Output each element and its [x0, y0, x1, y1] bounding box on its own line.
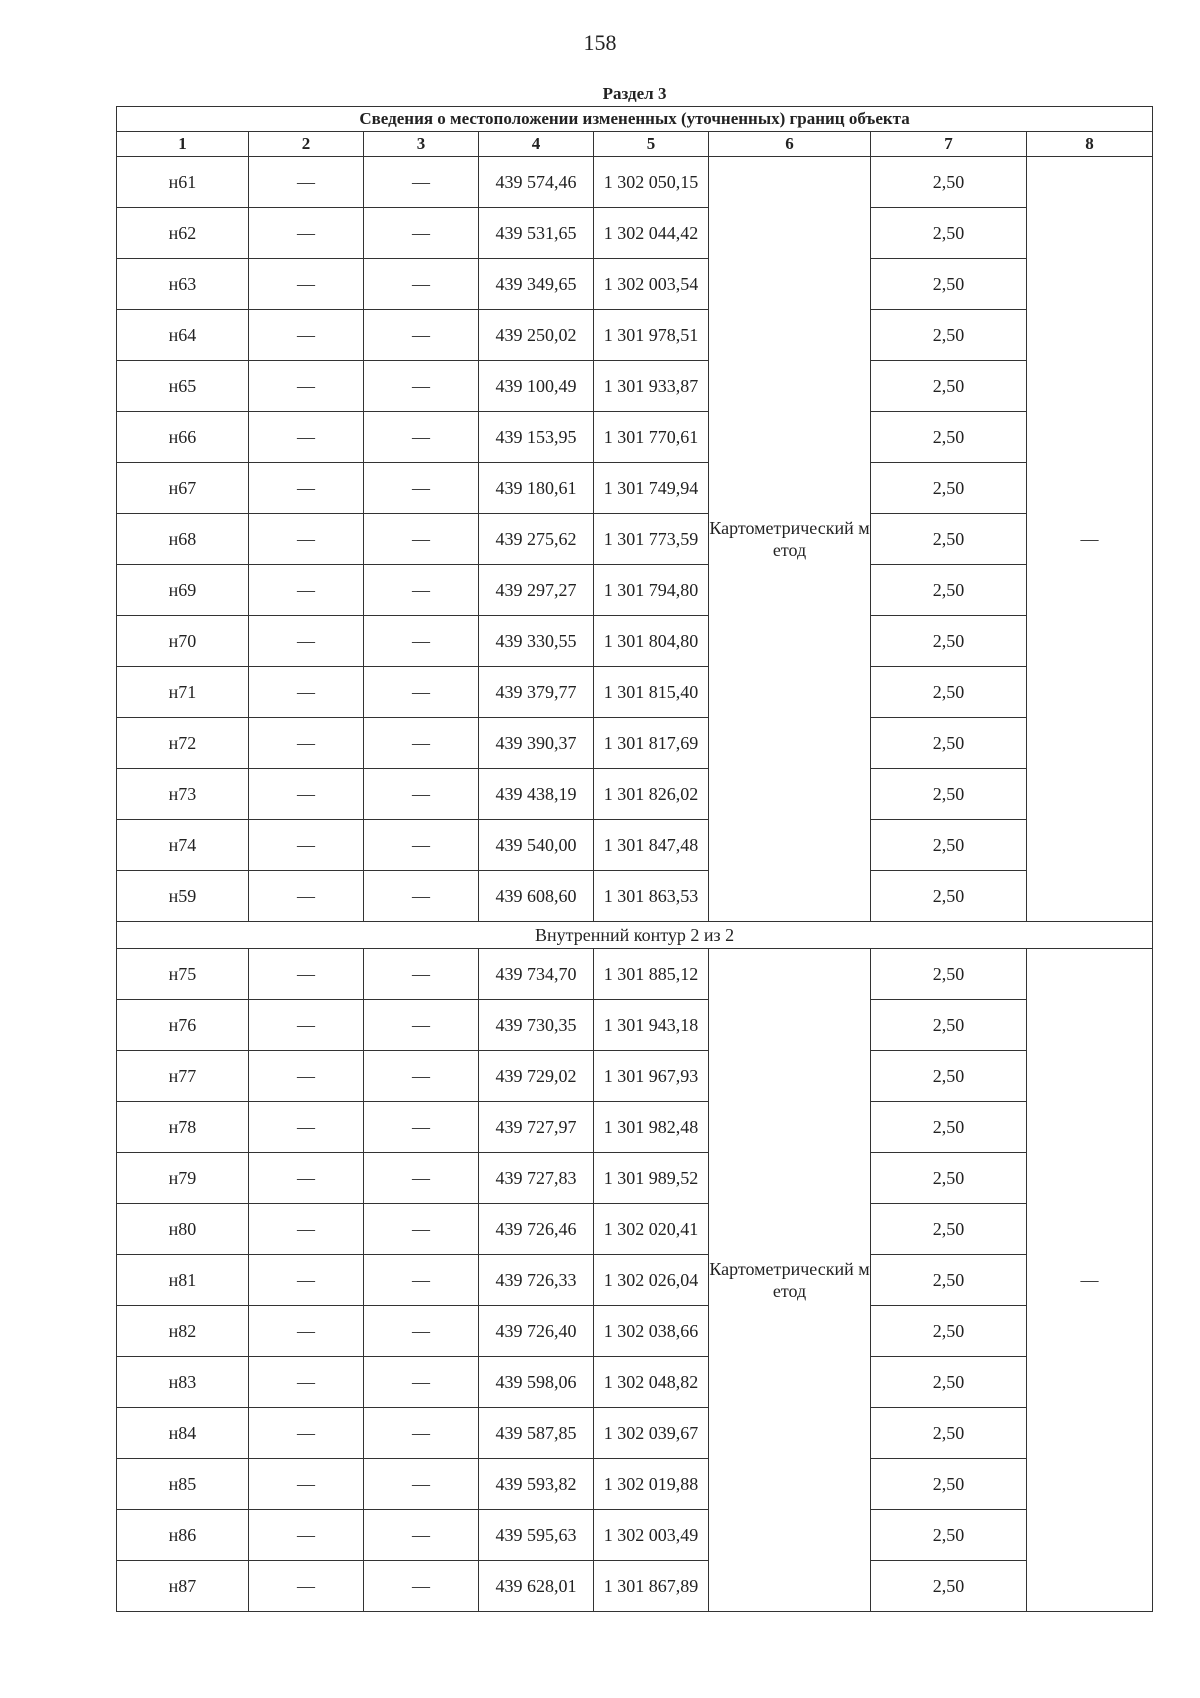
- y-coordinate-cell: 1 302 038,66: [594, 1306, 709, 1357]
- accuracy-cell: 2,50: [871, 310, 1027, 361]
- y-coordinate-cell: 1 301 885,12: [594, 949, 709, 1000]
- table-row: [117, 1051, 1153, 1102]
- contour-row: [117, 922, 1153, 949]
- column-3-cell: —: [364, 565, 479, 616]
- column-3-cell: —: [364, 208, 479, 259]
- x-coordinate-cell: 439 726,33: [479, 1255, 594, 1306]
- y-coordinate-cell: 1 301 826,02: [594, 769, 709, 820]
- table-row: [117, 412, 1153, 463]
- column-3-cell: —: [364, 1051, 479, 1102]
- accuracy-cell: 2,50: [871, 820, 1027, 871]
- method-cell: Картометрический метод: [709, 949, 871, 1612]
- column-number-8: 8: [1027, 132, 1153, 157]
- x-coordinate-cell: 439 438,19: [479, 769, 594, 820]
- y-coordinate-cell: 1 301 982,48: [594, 1102, 709, 1153]
- x-coordinate-cell: 439 349,65: [479, 259, 594, 310]
- y-coordinate-cell: 1 301 967,93: [594, 1051, 709, 1102]
- accuracy-cell: 2,50: [871, 871, 1027, 922]
- point-name-cell: н65: [117, 361, 249, 412]
- column-2-cell: —: [249, 412, 364, 463]
- y-coordinate-cell: 1 302 003,54: [594, 259, 709, 310]
- point-name-cell: н82: [117, 1306, 249, 1357]
- y-coordinate-cell: 1 301 943,18: [594, 1000, 709, 1051]
- column-3-cell: —: [364, 616, 479, 667]
- point-name-cell: н81: [117, 1255, 249, 1306]
- column-number-6: 6: [709, 132, 871, 157]
- y-coordinate-cell: 1 301 817,69: [594, 718, 709, 769]
- table-row: [117, 1306, 1153, 1357]
- point-name-cell: н84: [117, 1408, 249, 1459]
- accuracy-cell: 2,50: [871, 769, 1027, 820]
- column-2-cell: —: [249, 1153, 364, 1204]
- point-name-cell: н79: [117, 1153, 249, 1204]
- point-name-cell: н73: [117, 769, 249, 820]
- table-row: [117, 667, 1153, 718]
- y-coordinate-cell: 1 301 773,59: [594, 514, 709, 565]
- column-2-cell: —: [249, 1204, 364, 1255]
- accuracy-cell: 2,50: [871, 361, 1027, 412]
- column-number-3: 3: [364, 132, 479, 157]
- accuracy-cell: 2,50: [871, 1408, 1027, 1459]
- accuracy-cell: 2,50: [871, 157, 1027, 208]
- point-name-cell: н83: [117, 1357, 249, 1408]
- x-coordinate-cell: 439 628,01: [479, 1561, 594, 1612]
- accuracy-cell: 2,50: [871, 949, 1027, 1000]
- table-row: [117, 820, 1153, 871]
- accuracy-cell: 2,50: [871, 565, 1027, 616]
- point-name-cell: н78: [117, 1102, 249, 1153]
- point-name-cell: н69: [117, 565, 249, 616]
- point-name-cell: н76: [117, 1000, 249, 1051]
- column-number-4: 4: [479, 132, 594, 157]
- point-name-cell: н85: [117, 1459, 249, 1510]
- x-coordinate-cell: 439 390,37: [479, 718, 594, 769]
- column-2-cell: —: [249, 463, 364, 514]
- table-row: [117, 310, 1153, 361]
- accuracy-cell: 2,50: [871, 259, 1027, 310]
- table-row: [117, 616, 1153, 667]
- table-row: [117, 1102, 1153, 1153]
- column-3-cell: —: [364, 157, 479, 208]
- x-coordinate-cell: 439 574,46: [479, 157, 594, 208]
- x-coordinate-cell: 439 734,70: [479, 949, 594, 1000]
- x-coordinate-cell: 439 730,35: [479, 1000, 594, 1051]
- table-row: [117, 259, 1153, 310]
- y-coordinate-cell: 1 302 050,15: [594, 157, 709, 208]
- accuracy-cell: 2,50: [871, 1204, 1027, 1255]
- column-2-cell: —: [249, 157, 364, 208]
- point-name-cell: н68: [117, 514, 249, 565]
- table-row: [117, 157, 1153, 208]
- y-coordinate-cell: 1 301 978,51: [594, 310, 709, 361]
- point-name-cell: н66: [117, 412, 249, 463]
- table-row: [117, 1255, 1153, 1306]
- column-2-cell: —: [249, 769, 364, 820]
- column-3-cell: —: [364, 412, 479, 463]
- column-2-cell: —: [249, 949, 364, 1000]
- table-row: [117, 1561, 1153, 1612]
- x-coordinate-cell: 439 727,97: [479, 1102, 594, 1153]
- table-row: [117, 718, 1153, 769]
- accuracy-cell: 2,50: [871, 1051, 1027, 1102]
- column-3-cell: —: [364, 310, 479, 361]
- y-coordinate-cell: 1 302 039,67: [594, 1408, 709, 1459]
- boundary-coordinates-table: [116, 82, 1153, 1612]
- y-coordinate-cell: 1 302 048,82: [594, 1357, 709, 1408]
- column-3-cell: —: [364, 514, 479, 565]
- y-coordinate-cell: 1 301 863,53: [594, 871, 709, 922]
- accuracy-cell: 2,50: [871, 718, 1027, 769]
- column-2-cell: —: [249, 1408, 364, 1459]
- contour-label: Внутренний контур 2 из 2: [117, 922, 1153, 949]
- column-2-cell: —: [249, 1510, 364, 1561]
- accuracy-cell: 2,50: [871, 1255, 1027, 1306]
- column-3-cell: —: [364, 1153, 479, 1204]
- point-name-cell: н59: [117, 871, 249, 922]
- column-number-7: 7: [871, 132, 1027, 157]
- x-coordinate-cell: 439 726,40: [479, 1306, 594, 1357]
- column-2-cell: —: [249, 718, 364, 769]
- column-3-cell: —: [364, 1408, 479, 1459]
- point-name-cell: н70: [117, 616, 249, 667]
- point-name-cell: н67: [117, 463, 249, 514]
- section-title: Раздел 3: [117, 82, 1153, 107]
- column-2-cell: —: [249, 514, 364, 565]
- x-coordinate-cell: 439 587,85: [479, 1408, 594, 1459]
- column-3-cell: —: [364, 667, 479, 718]
- column-3-cell: —: [364, 1306, 479, 1357]
- accuracy-cell: 2,50: [871, 616, 1027, 667]
- column-3-cell: —: [364, 769, 479, 820]
- x-coordinate-cell: 439 250,02: [479, 310, 594, 361]
- page-number: 158: [583, 30, 617, 55]
- column-2-cell: —: [249, 1357, 364, 1408]
- column-2-cell: —: [249, 667, 364, 718]
- table-row: [117, 208, 1153, 259]
- y-coordinate-cell: 1 301 933,87: [594, 361, 709, 412]
- x-coordinate-cell: 439 593,82: [479, 1459, 594, 1510]
- column-3-cell: —: [364, 1204, 479, 1255]
- column-3-cell: —: [364, 1255, 479, 1306]
- column-2-cell: —: [249, 361, 364, 412]
- table-row: [117, 949, 1153, 1000]
- point-name-cell: н72: [117, 718, 249, 769]
- accuracy-cell: 2,50: [871, 667, 1027, 718]
- y-coordinate-cell: 1 302 026,04: [594, 1255, 709, 1306]
- y-coordinate-cell: 1 301 804,80: [594, 616, 709, 667]
- column-2-cell: —: [249, 310, 364, 361]
- x-coordinate-cell: 439 595,63: [479, 1510, 594, 1561]
- column-2-cell: —: [249, 565, 364, 616]
- accuracy-cell: 2,50: [871, 1102, 1027, 1153]
- column-2-cell: —: [249, 1051, 364, 1102]
- accuracy-cell: 2,50: [871, 1000, 1027, 1051]
- accuracy-cell: 2,50: [871, 1459, 1027, 1510]
- column-2-cell: —: [249, 871, 364, 922]
- table-row: [117, 871, 1153, 922]
- accuracy-cell: 2,50: [871, 412, 1027, 463]
- column-2-cell: —: [249, 1306, 364, 1357]
- column-2-cell: —: [249, 1102, 364, 1153]
- column-2-cell: —: [249, 1255, 364, 1306]
- accuracy-cell: 2,50: [871, 1153, 1027, 1204]
- column-3-cell: —: [364, 1357, 479, 1408]
- table-row: [117, 1408, 1153, 1459]
- y-coordinate-cell: 1 301 815,40: [594, 667, 709, 718]
- x-coordinate-cell: 439 540,00: [479, 820, 594, 871]
- column-3-cell: —: [364, 463, 479, 514]
- point-name-cell: н87: [117, 1561, 249, 1612]
- accuracy-cell: 2,50: [871, 1510, 1027, 1561]
- point-name-cell: н71: [117, 667, 249, 718]
- column-3-cell: —: [364, 361, 479, 412]
- column-2-cell: —: [249, 1459, 364, 1510]
- table-row: [117, 1000, 1153, 1051]
- y-coordinate-cell: 1 302 019,88: [594, 1459, 709, 1510]
- column-number-2: 2: [249, 132, 364, 157]
- column-number-row: [117, 132, 1153, 157]
- y-coordinate-cell: 1 301 794,80: [594, 565, 709, 616]
- column-2-cell: —: [249, 208, 364, 259]
- x-coordinate-cell: 439 297,27: [479, 565, 594, 616]
- y-coordinate-cell: 1 302 044,42: [594, 208, 709, 259]
- y-coordinate-cell: 1 301 989,52: [594, 1153, 709, 1204]
- table-row: [117, 361, 1153, 412]
- accuracy-cell: 2,50: [871, 1357, 1027, 1408]
- point-name-cell: н77: [117, 1051, 249, 1102]
- table-row: [117, 1204, 1153, 1255]
- table-row: [117, 1357, 1153, 1408]
- table-row: [117, 1459, 1153, 1510]
- accuracy-cell: 2,50: [871, 463, 1027, 514]
- column-3-cell: —: [364, 1000, 479, 1051]
- table-heading: Сведения о местоположении измененных (уточненных) границ объекта: [117, 107, 1153, 132]
- x-coordinate-cell: 439 598,06: [479, 1357, 594, 1408]
- y-coordinate-cell: 1 301 770,61: [594, 412, 709, 463]
- x-coordinate-cell: 439 100,49: [479, 361, 594, 412]
- x-coordinate-cell: 439 153,95: [479, 412, 594, 463]
- accuracy-cell: 2,50: [871, 1306, 1027, 1357]
- column-3-cell: —: [364, 1561, 479, 1612]
- method-cell: Картометрический метод: [709, 157, 871, 922]
- table-row: [117, 769, 1153, 820]
- table-row: [117, 1510, 1153, 1561]
- accuracy-cell: 2,50: [871, 1561, 1027, 1612]
- point-name-cell: н62: [117, 208, 249, 259]
- column-3-cell: —: [364, 1510, 479, 1561]
- point-name-cell: н74: [117, 820, 249, 871]
- column-3-cell: —: [364, 871, 479, 922]
- column-2-cell: —: [249, 616, 364, 667]
- x-coordinate-cell: 439 727,83: [479, 1153, 594, 1204]
- column-3-cell: —: [364, 820, 479, 871]
- table-row: [117, 463, 1153, 514]
- x-coordinate-cell: 439 379,77: [479, 667, 594, 718]
- x-coordinate-cell: 439 726,46: [479, 1204, 594, 1255]
- x-coordinate-cell: 439 531,65: [479, 208, 594, 259]
- column-3-cell: —: [364, 1459, 479, 1510]
- column-8-cell: —: [1027, 157, 1153, 922]
- y-coordinate-cell: 1 301 847,48: [594, 820, 709, 871]
- point-name-cell: н61: [117, 157, 249, 208]
- point-name-cell: н63: [117, 259, 249, 310]
- column-2-cell: —: [249, 1561, 364, 1612]
- point-name-cell: н80: [117, 1204, 249, 1255]
- column-2-cell: —: [249, 820, 364, 871]
- x-coordinate-cell: 439 330,55: [479, 616, 594, 667]
- column-number-1: 1: [117, 132, 249, 157]
- accuracy-cell: 2,50: [871, 208, 1027, 259]
- column-3-cell: —: [364, 718, 479, 769]
- table-row: [117, 514, 1153, 565]
- point-name-cell: н86: [117, 1510, 249, 1561]
- y-coordinate-cell: 1 301 749,94: [594, 463, 709, 514]
- x-coordinate-cell: 439 180,61: [479, 463, 594, 514]
- x-coordinate-cell: 439 729,02: [479, 1051, 594, 1102]
- column-2-cell: —: [249, 1000, 364, 1051]
- point-name-cell: н64: [117, 310, 249, 361]
- column-2-cell: —: [249, 259, 364, 310]
- table-row: [117, 565, 1153, 616]
- y-coordinate-cell: 1 301 867,89: [594, 1561, 709, 1612]
- accuracy-cell: 2,50: [871, 514, 1027, 565]
- y-coordinate-cell: 1 302 003,49: [594, 1510, 709, 1561]
- column-number-5: 5: [594, 132, 709, 157]
- y-coordinate-cell: 1 302 020,41: [594, 1204, 709, 1255]
- point-name-cell: н75: [117, 949, 249, 1000]
- x-coordinate-cell: 439 275,62: [479, 514, 594, 565]
- column-3-cell: —: [364, 259, 479, 310]
- column-8-cell: —: [1027, 949, 1153, 1612]
- table-row: [117, 1153, 1153, 1204]
- column-3-cell: —: [364, 949, 479, 1000]
- column-3-cell: —: [364, 1102, 479, 1153]
- x-coordinate-cell: 439 608,60: [479, 871, 594, 922]
